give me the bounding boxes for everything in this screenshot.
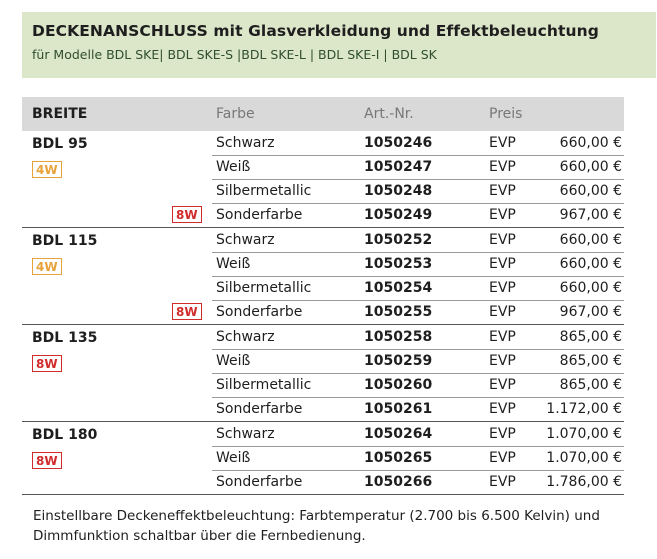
evp-cell: EVP: [489, 450, 516, 466]
article-number-cell: 1050265: [364, 450, 433, 466]
article-number-cell: 1050266: [364, 474, 433, 490]
price-cell: 865,00 €: [559, 377, 622, 393]
table-row: [22, 228, 624, 252]
column-header-preis: Preis: [489, 106, 523, 122]
page-title: DECKENANSCHLUSS mit Glasverkleidung und Effektbeleuchtung: [32, 22, 599, 40]
evp-cell: EVP: [489, 401, 516, 417]
price-cell: 660,00 €: [559, 232, 622, 248]
price-cell: 967,00 €: [559, 304, 622, 320]
farbe-cell: Weiß: [216, 159, 251, 175]
model-name: BDL 95: [32, 136, 88, 152]
evp-cell: EVP: [489, 474, 516, 490]
model-group: [22, 422, 624, 495]
evp-cell: EVP: [489, 256, 516, 272]
farbe-cell: Schwarz: [216, 329, 275, 345]
farbe-cell: Weiß: [216, 256, 251, 272]
article-number-cell: 1050246: [364, 135, 433, 151]
price-cell: 1.172,00 €: [546, 401, 622, 417]
price-cell: 660,00 €: [559, 135, 622, 151]
price-cell: 660,00 €: [559, 256, 622, 272]
header-banner: [22, 12, 656, 78]
farbe-cell: Schwarz: [216, 232, 275, 248]
wattage-badge: 4W: [32, 161, 62, 178]
farbe-cell: Weiß: [216, 353, 251, 369]
evp-cell: EVP: [489, 304, 516, 320]
farbe-cell: Schwarz: [216, 135, 275, 151]
evp-cell: EVP: [489, 329, 516, 345]
evp-cell: EVP: [489, 159, 516, 175]
table-row: [22, 252, 624, 276]
evp-cell: EVP: [489, 232, 516, 248]
price-cell: 660,00 €: [559, 183, 622, 199]
price-cell: 1.070,00 €: [546, 426, 622, 442]
table-row: [22, 155, 624, 179]
article-number-cell: 1050261: [364, 401, 433, 417]
article-number-cell: 1050255: [364, 304, 433, 320]
wattage-badge: 8W: [32, 355, 62, 372]
column-header-art: Art.-Nr.: [364, 106, 414, 122]
model-name: BDL 180: [32, 427, 98, 443]
article-number-cell: 1050264: [364, 426, 433, 442]
farbe-cell: Sonderfarbe: [216, 207, 303, 223]
article-number-cell: 1050258: [364, 329, 433, 345]
farbe-cell: Silbermetallic: [216, 183, 312, 199]
table-header: [22, 97, 624, 131]
price-cell: 1.786,00 €: [546, 474, 622, 490]
table-row: [22, 276, 624, 300]
evp-cell: EVP: [489, 426, 516, 442]
table-row: [22, 325, 624, 349]
table-row: [22, 203, 624, 227]
model-name: BDL 135: [32, 330, 98, 346]
article-number-cell: 1050248: [364, 183, 433, 199]
table-row: [22, 349, 624, 373]
evp-cell: EVP: [489, 183, 516, 199]
price-cell: 660,00 €: [559, 280, 622, 296]
table-row: [22, 446, 624, 470]
price-table: [22, 97, 624, 495]
farbe-cell: Sonderfarbe: [216, 401, 303, 417]
page-subtitle: für Modelle BDL SKE| BDL SKE-S |BDL SKE-L | BDL SKE-I | BDL SK: [32, 47, 437, 62]
model-group: [22, 325, 624, 422]
table-body: [22, 131, 624, 495]
footnote: Einstellbare Deckeneffektbeleuchtung: Farbtemperatur (2.700 bis 6.500 Kelvin) und Dimmfunktion schaltbar über die Fernbedienung.: [33, 508, 600, 544]
wattage-badge: 4W: [32, 258, 62, 275]
article-number-cell: 1050249: [364, 207, 433, 223]
sonderfarbe-wattage-badge: 8W: [172, 303, 202, 320]
article-number-cell: 1050254: [364, 280, 433, 296]
model-group: [22, 131, 624, 228]
farbe-cell: Silbermetallic: [216, 377, 312, 393]
farbe-cell: Weiß: [216, 450, 251, 466]
evp-cell: EVP: [489, 207, 516, 223]
evp-cell: EVP: [489, 353, 516, 369]
table-row: [22, 131, 624, 155]
article-number-cell: 1050247: [364, 159, 433, 175]
table-row: [22, 470, 624, 494]
evp-cell: EVP: [489, 135, 516, 151]
price-cell: 865,00 €: [559, 329, 622, 345]
model-group: [22, 228, 624, 325]
table-row: [22, 300, 624, 324]
article-number-cell: 1050252: [364, 232, 433, 248]
farbe-cell: Schwarz: [216, 426, 275, 442]
price-cell: 1.070,00 €: [546, 450, 622, 466]
table-row: [22, 397, 624, 421]
column-header-breite: BREITE: [32, 106, 88, 122]
table-row: [22, 179, 624, 203]
price-cell: 967,00 €: [559, 207, 622, 223]
article-number-cell: 1050259: [364, 353, 433, 369]
table-row: [22, 422, 624, 446]
wattage-badge: 8W: [32, 452, 62, 469]
evp-cell: EVP: [489, 377, 516, 393]
table-row: [22, 373, 624, 397]
evp-cell: EVP: [489, 280, 516, 296]
price-cell: 660,00 €: [559, 159, 622, 175]
model-name: BDL 115: [32, 233, 98, 249]
farbe-cell: Silbermetallic: [216, 280, 312, 296]
article-number-cell: 1050260: [364, 377, 433, 393]
sonderfarbe-wattage-badge: 8W: [172, 206, 202, 223]
farbe-cell: Sonderfarbe: [216, 304, 303, 320]
price-cell: 865,00 €: [559, 353, 622, 369]
article-number-cell: 1050253: [364, 256, 433, 272]
column-header-farbe: Farbe: [216, 106, 255, 122]
farbe-cell: Sonderfarbe: [216, 474, 303, 490]
